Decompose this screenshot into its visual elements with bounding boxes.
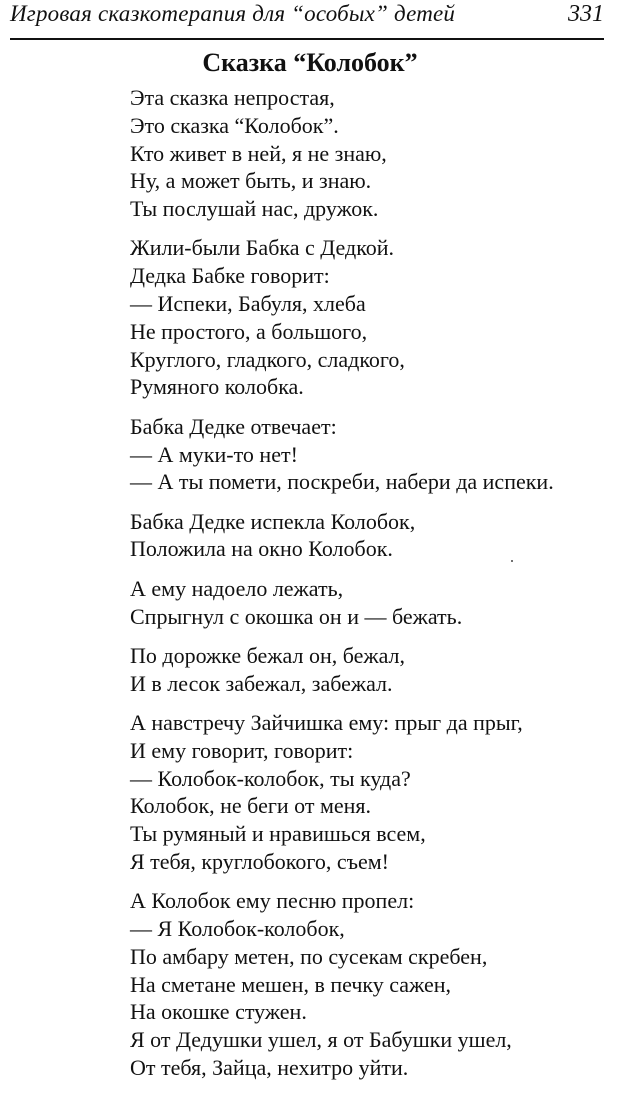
poem-line: — Испеки, Бабуля, хлеба [130,291,366,317]
poem-line: Ты румяный и нравишься всем, [130,821,426,847]
poem-body [130,84,610,1093]
poem-line: По амбару метен, по сусекам скребен, [130,943,488,969]
poem-line: На сметане мешен, в печку сажен, [130,971,452,997]
poem-line: Кто живет в ней, я не знаю, [130,140,387,166]
print-speck [511,560,513,562]
poem-line: Я тебя, круглобокого, съем! [130,848,389,874]
poem-line: А навстречу Зайчишка ему: прыг да прыг, [130,709,523,735]
poem-line: И ему говорит, говорит: [130,737,354,763]
poem-line: Дедка Бабке говорит: [130,263,330,289]
poem-line: — А муки-то нет! [130,441,298,467]
poem-line: И в лесок забежал, забежал. [130,670,393,696]
poem-line: На окошке стужен. [130,999,307,1025]
stanza [130,887,610,1082]
page-number: 331 [568,1,604,27]
stanza [130,642,610,698]
poem-line: — А ты помети, поскреби, набери да испеки. [130,469,554,495]
poem-line: Эта сказка непростая, [130,85,335,110]
poem-line: Бабка Дедке испекла Колобок, [130,508,416,534]
running-header [10,0,604,40]
poem-line: Румяного колобка. [130,374,304,400]
stanza [130,508,610,564]
poem-line: От тебя, Зайца, нехитро уйти. [130,1055,409,1080]
poem-line: Ну, а может быть, и знаю. [130,168,372,194]
poem-line: Ты послушай нас, дружок. [130,196,379,222]
poem-line: По дорожке бежал он, бежал, [130,642,406,668]
story-title: Сказка “Колобок” [202,48,418,77]
poem-line: Бабка Дедке отвечает: [130,413,337,439]
poem-line: Жили-были Бабка с Дедкой. [130,235,395,261]
poem-line: Круглого, гладкого, сладкого, [130,346,405,372]
stanza [130,413,610,496]
stanza [130,575,610,631]
poem-line: — Колобок-колобок, ты куда? [130,765,411,791]
stanza [130,84,610,223]
running-title: Игровая сказкотерапия для “особых” детей [10,1,456,26]
poem-line: А ему надоело лежать, [130,575,344,601]
stanza [130,709,610,876]
poem-line: Положила на окно Колобок. [130,536,393,562]
poem-line: А Колобок ему песню пропел: [130,888,415,914]
poem-line: Спрыгнул с окошка он и — бежать. [130,603,463,629]
poem-line: Не простого, а большого, [130,318,368,344]
stanza [130,234,610,401]
poem-line: Это сказка “Колобок”. [130,112,339,138]
poem-line: — Я Колобок-колобок, [130,916,345,942]
poem-line: Колобок, не беги от меня. [130,793,372,819]
poem-line: Я от Дедушки ушел, я от Бабушки ушел, [130,1027,512,1053]
